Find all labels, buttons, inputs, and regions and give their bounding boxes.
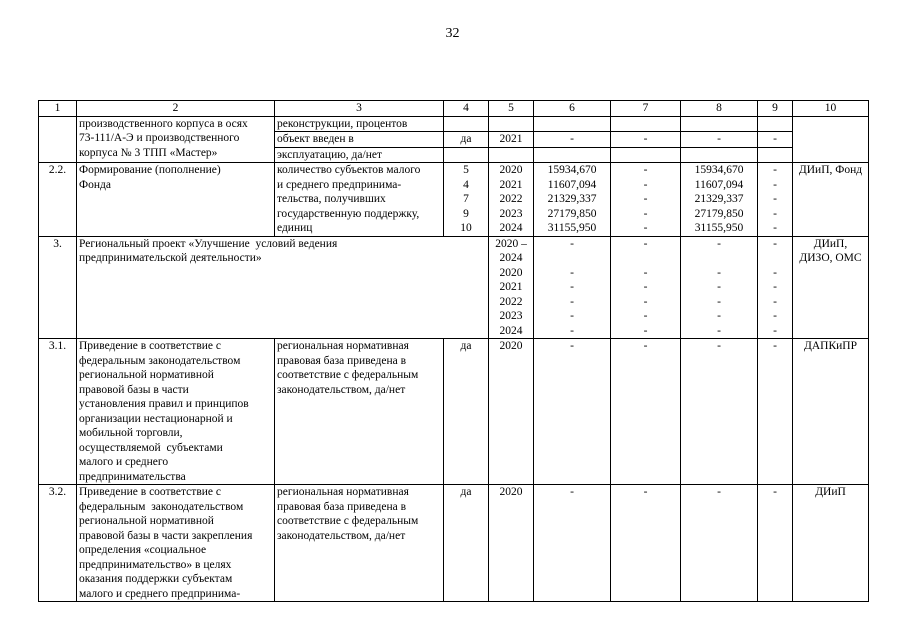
- amount-value: 15934,670: [694, 164, 744, 176]
- text-line: правовая база приведена в: [277, 500, 407, 513]
- col7-values: [611, 236, 681, 339]
- amount-value: -: [717, 324, 721, 337]
- measure-name: [77, 116, 275, 163]
- text-line: законодательством, да/нет: [277, 529, 406, 542]
- text-line: предпринимательской деятельности»: [79, 252, 262, 264]
- year-value: 2021: [489, 132, 534, 148]
- amount-value: -: [643, 164, 648, 176]
- amount-value: -: [643, 193, 648, 205]
- header-cell-8: 8: [681, 101, 758, 117]
- measure-name: [77, 339, 275, 485]
- amount-value: [613, 251, 678, 266]
- year-value: 2022: [499, 295, 523, 308]
- responsible: ДИиП, Фонд: [793, 163, 869, 237]
- col7-value: -: [611, 132, 681, 148]
- amount-value: -: [773, 193, 777, 205]
- header-cell-4: 4: [444, 101, 489, 117]
- amount-value: -: [643, 222, 648, 234]
- text-line: соответствие с федеральным: [277, 515, 419, 527]
- col6-values: [534, 163, 611, 237]
- project-name: [77, 236, 489, 339]
- table-row: [39, 339, 869, 485]
- responsible: ДИиП: [793, 485, 869, 602]
- text-line: производственного корпуса в осях: [79, 117, 248, 130]
- text-line: правовой базы в части закрепления: [79, 529, 253, 542]
- header-cell-7: 7: [611, 101, 681, 117]
- text-line: предпринимательства: [79, 470, 186, 483]
- text-line: ДИЗО, ОМС: [799, 252, 862, 264]
- amount-value: -: [773, 295, 777, 308]
- indicator-text: [275, 485, 444, 602]
- amount-value: -: [773, 324, 777, 337]
- amount-value: -: [570, 295, 574, 308]
- table-row: [39, 236, 869, 339]
- text-line: мобильной торговли,: [79, 427, 183, 439]
- amount-value: -: [773, 164, 777, 176]
- text-line: установления правил и принципов: [79, 398, 249, 410]
- year-value: 2024: [499, 324, 523, 337]
- year-value: 2023: [499, 310, 523, 322]
- amount-value: 21329,337: [694, 193, 744, 205]
- amount-value: -: [773, 310, 777, 322]
- col6-value: -: [534, 485, 611, 602]
- year-value: 2020: [489, 485, 534, 602]
- table-row: [39, 485, 869, 602]
- amount-value: -: [570, 281, 574, 293]
- col8-value: -: [681, 485, 758, 602]
- year-value: 2023: [499, 207, 523, 220]
- text-line: оказания поддержки субъектам: [79, 573, 233, 585]
- amount-value: -: [773, 207, 777, 220]
- page-number: 32: [445, 26, 460, 41]
- text-line: ДИиП,: [813, 237, 848, 250]
- text-line: государственную поддержку,: [277, 207, 420, 220]
- col7-value: [611, 116, 681, 132]
- col6-values: [534, 236, 611, 339]
- row-number: 3.: [39, 236, 77, 339]
- header-cell-5: 5: [489, 101, 534, 117]
- unit-value: да: [444, 339, 489, 485]
- col7-value: -: [611, 485, 681, 602]
- year-value: [489, 147, 534, 163]
- header-cell-6: 6: [534, 101, 611, 117]
- amount-value: -: [643, 207, 648, 220]
- text-line: региональная нормативная: [277, 486, 409, 498]
- text-line: Региональный проект «Улучшение условий ведения: [79, 237, 338, 250]
- amount-value: [536, 251, 608, 266]
- table-row: [39, 116, 869, 132]
- unit-value: [444, 147, 489, 163]
- col8-value: [681, 116, 758, 132]
- amount-value: -: [717, 237, 721, 250]
- row-number: 2.2.: [39, 163, 77, 237]
- row-number: 3.1.: [39, 339, 77, 485]
- col9-value: -: [758, 132, 793, 148]
- year-value: 2020 –: [495, 237, 527, 250]
- header-cell-1: 1: [39, 101, 77, 117]
- header-cell-2: 2: [77, 101, 275, 117]
- text-line: Формирование (пополнение): [79, 164, 221, 176]
- amount-value: [683, 251, 755, 266]
- header-cell-3: 3: [275, 101, 444, 117]
- text-line: корпуса № 3 ТПП «Мастер»: [79, 146, 218, 159]
- year-value: 2024: [499, 222, 523, 234]
- amount-value: -: [570, 310, 574, 322]
- amount-value: 27179,850: [547, 207, 597, 220]
- unit-value: да: [444, 485, 489, 602]
- unit-value: 9: [463, 207, 469, 220]
- responsible: [793, 116, 869, 163]
- text-line: соответствие с федеральным: [277, 369, 419, 381]
- header-row: [39, 101, 869, 117]
- col8-value: [681, 147, 758, 163]
- text-line: правовая база приведена в: [277, 354, 407, 367]
- indicator-line: эксплуатацию, да/нет: [275, 147, 444, 163]
- text-line: федеральным законодательством: [79, 354, 241, 367]
- amount-value: 21329,337: [547, 193, 597, 205]
- col6-value: [534, 147, 611, 163]
- amount-value: -: [717, 281, 721, 293]
- amount-value: 31155,950: [547, 222, 597, 234]
- year-value: 2021: [499, 178, 523, 191]
- indicator-text: [275, 163, 444, 237]
- text-line: предпринимательство» в целях: [79, 558, 232, 571]
- amount-value: -: [643, 281, 648, 293]
- amount-value: -: [773, 222, 777, 234]
- measure-name: [77, 163, 275, 237]
- col9-value: [758, 147, 793, 163]
- amount-value: 27179,850: [694, 207, 744, 220]
- col9-values: [758, 236, 793, 339]
- year-value: 2020: [499, 164, 523, 176]
- col9-value: [758, 116, 793, 132]
- col9-value: -: [758, 339, 793, 485]
- amount-value: -: [570, 266, 574, 279]
- text-line: законодательством, да/нет: [277, 383, 406, 396]
- year-value: 2020: [489, 339, 534, 485]
- table-row: [39, 163, 869, 237]
- year-values: [489, 236, 534, 339]
- unit-value: 5: [463, 164, 469, 176]
- measure-name: [77, 485, 275, 602]
- text-line: Фонда: [79, 178, 111, 191]
- amount-value: -: [773, 178, 777, 191]
- amount-value: -: [643, 324, 648, 337]
- text-line: 73-111/А-Э и производственного: [79, 132, 240, 144]
- text-line: правовой базы в части: [79, 383, 189, 396]
- header-cell-9: 9: [758, 101, 793, 117]
- col8-value: -: [681, 132, 758, 148]
- year-value: 2020: [499, 266, 523, 279]
- col8-value: -: [681, 339, 758, 485]
- amount-value: -: [643, 178, 648, 191]
- text-line: Приведение в соответствие с: [79, 340, 221, 352]
- text-line: региональной нормативной: [79, 515, 214, 527]
- year-value: [489, 116, 534, 132]
- year-value: 2021: [499, 281, 523, 293]
- responsible: ДАПКиПР: [793, 339, 869, 485]
- row-number: 3.2.: [39, 485, 77, 602]
- unit-values: [444, 163, 489, 237]
- text-line: осуществляемой субъектами: [79, 441, 223, 454]
- text-line: малого и среднего предпринима-: [79, 587, 241, 600]
- unit-value: да: [444, 132, 489, 148]
- year-value: 2022: [499, 193, 523, 205]
- unit-value: 4: [463, 178, 469, 191]
- amount-value: 11607,094: [694, 178, 744, 191]
- col8-values: [681, 163, 758, 237]
- text-line: организации нестационарной и: [79, 412, 233, 425]
- amount-value: [760, 251, 790, 266]
- amount-value: -: [643, 310, 648, 322]
- amount-value: 11607,094: [547, 178, 597, 191]
- col6-value: [534, 116, 611, 132]
- amount-value: -: [643, 237, 648, 250]
- unit-value: 7: [463, 193, 469, 205]
- indicator-line: реконструкции, процентов: [275, 116, 444, 132]
- text-line: малого и среднего: [79, 456, 169, 468]
- unit-value: [444, 116, 489, 132]
- amount-value: 31155,950: [694, 222, 744, 234]
- text-line: определения «социальное: [79, 544, 207, 556]
- text-line: количество субъектов малого: [277, 164, 421, 176]
- text-line: тельства, получивших: [277, 193, 386, 205]
- col7-value: -: [611, 339, 681, 485]
- amount-value: 15934,670: [547, 164, 597, 176]
- indicator-line: [275, 132, 444, 148]
- year-values: [489, 163, 534, 237]
- text-line: и среднего предпринима-: [277, 178, 402, 191]
- text-line: федеральным законодательством: [79, 500, 244, 513]
- amount-value: -: [717, 266, 721, 279]
- text-line: Приведение в соответствие с: [79, 486, 221, 498]
- col7-values: [611, 163, 681, 237]
- amount-value: -: [643, 266, 648, 279]
- year-value: 2024: [499, 252, 523, 264]
- row-number: [39, 116, 77, 163]
- col9-values: [758, 163, 793, 237]
- program-table: [38, 100, 869, 602]
- text-line: единиц: [277, 222, 313, 234]
- col7-value: [611, 147, 681, 163]
- amount-value: -: [717, 295, 721, 308]
- col6-value: -: [534, 339, 611, 485]
- col8-values: [681, 236, 758, 339]
- text-line: региональная нормативная: [277, 340, 409, 352]
- amount-value: -: [643, 295, 648, 308]
- col6-value: -: [534, 132, 611, 148]
- col9-value: -: [758, 485, 793, 602]
- indicator-text: [275, 339, 444, 485]
- amount-value: -: [773, 266, 777, 279]
- unit-value: 10: [460, 222, 472, 234]
- amount-value: -: [773, 281, 777, 293]
- amount-value: -: [570, 237, 574, 250]
- text-line: объект введен в: [277, 133, 354, 145]
- amount-value: -: [773, 237, 777, 250]
- amount-value: -: [717, 310, 721, 322]
- header-cell-10: 10: [793, 101, 869, 117]
- amount-value: -: [570, 324, 574, 337]
- responsible: [793, 236, 869, 339]
- text-line: региональной нормативной: [79, 369, 214, 381]
